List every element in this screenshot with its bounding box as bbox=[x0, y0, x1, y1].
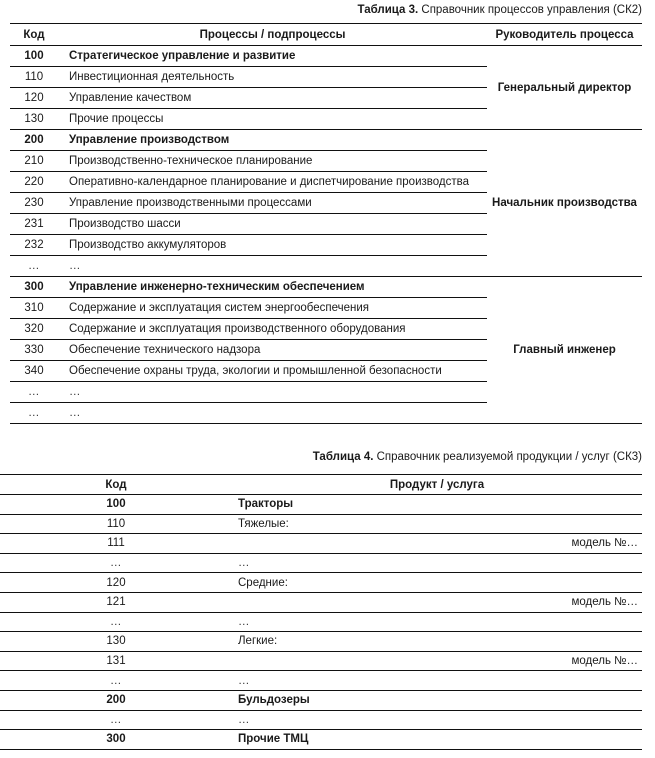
cell-model bbox=[402, 553, 642, 573]
table-row bbox=[0, 592, 642, 612]
cell-model bbox=[402, 514, 642, 534]
cell-process-name: Содержание и эксплуатация систем энергообеспечения bbox=[58, 298, 487, 319]
cell-process-name: Управление производственными процессами bbox=[58, 193, 487, 214]
table-row bbox=[0, 534, 642, 554]
table-row bbox=[0, 690, 642, 710]
cell-code: 232 bbox=[10, 235, 58, 256]
cell-process-name: Производство аккумуляторов bbox=[58, 235, 487, 256]
cell-process-name: Управление производством bbox=[58, 130, 487, 151]
cell-model bbox=[402, 710, 642, 730]
cell-code: 300 bbox=[106, 733, 126, 746]
cell-product-name: … bbox=[232, 671, 402, 691]
cell-product-name: … bbox=[232, 710, 402, 730]
cell-process-name: Управление инженерно-техническим обеспечением bbox=[58, 277, 487, 298]
table-row bbox=[0, 573, 642, 593]
table-row bbox=[0, 495, 642, 515]
cell-code: 220 bbox=[10, 172, 58, 193]
cell-model bbox=[402, 612, 642, 632]
table-header-row bbox=[10, 24, 642, 46]
cell-process-name: Производственно-техническое планирование bbox=[58, 151, 487, 172]
cell-process-head: Генеральный директор bbox=[487, 46, 642, 130]
cell-code: 120 bbox=[10, 88, 58, 109]
column-header-product: Продукт / услуга bbox=[232, 475, 642, 495]
column-header-code: Код bbox=[0, 475, 232, 495]
cell-code: 121 bbox=[0, 592, 232, 612]
table-row bbox=[10, 277, 642, 298]
cell-product-name: … bbox=[232, 553, 402, 573]
cell-code: 340 bbox=[10, 361, 58, 382]
cell-code: 300 bbox=[10, 277, 58, 298]
table-row bbox=[0, 730, 642, 750]
cell-process-name: Оперативно-календарное планирование и диспетчирование производства bbox=[58, 172, 487, 193]
products-table bbox=[0, 474, 642, 750]
cell-code: … bbox=[0, 671, 232, 691]
table-header-row bbox=[0, 475, 642, 495]
table4-caption bbox=[313, 451, 642, 463]
cell-code: 131 bbox=[0, 651, 232, 671]
cell-code: 310 bbox=[10, 298, 58, 319]
cell-code: 110 bbox=[0, 514, 232, 534]
table-row bbox=[0, 553, 642, 573]
cell-code: 100 bbox=[10, 46, 58, 67]
cell-code: … bbox=[0, 612, 232, 632]
cell-model: модель №… bbox=[402, 592, 642, 612]
cell-process-name: Производство шасси bbox=[58, 214, 487, 235]
table3-caption bbox=[357, 4, 642, 16]
table-row bbox=[0, 651, 642, 671]
cell-product-name: Тяжелые: bbox=[232, 514, 402, 534]
table3-caption-label: Таблица 3. bbox=[357, 4, 419, 16]
cell-code: … bbox=[28, 407, 40, 419]
cell-code: 210 bbox=[10, 151, 58, 172]
cell-code: 130 bbox=[0, 632, 232, 652]
cell-process-name: Обеспечение технического надзора bbox=[58, 340, 487, 361]
cell-model bbox=[402, 573, 642, 593]
cell-code: … bbox=[0, 710, 232, 730]
cell-code: … bbox=[0, 553, 232, 573]
cell-process-name: Стратегическое управление и развитие bbox=[58, 46, 487, 67]
column-header-head: Руководитель процесса bbox=[487, 24, 642, 46]
cell-code: … bbox=[10, 256, 58, 277]
cell-model: модель №… bbox=[402, 534, 642, 554]
cell-process-name: Прочие процессы bbox=[58, 109, 487, 130]
processes-table bbox=[10, 23, 642, 424]
table4-caption-text: Справочник реализуемой продукции / услуг (СК3) bbox=[373, 451, 642, 463]
cell-product-name: … bbox=[232, 612, 402, 632]
cell-process-name: Инвестиционная деятельность bbox=[58, 67, 487, 88]
cell-code: 200 bbox=[0, 690, 232, 710]
cell-process-name: Управление качеством bbox=[58, 88, 487, 109]
cell-model bbox=[402, 671, 642, 691]
cell-code: 111 bbox=[0, 534, 232, 554]
table-row bbox=[0, 671, 642, 691]
table-row bbox=[0, 612, 642, 632]
cell-process-name: … bbox=[58, 256, 487, 277]
cell-process-name: Содержание и эксплуатация производственного оборудования bbox=[58, 319, 487, 340]
table4-caption-label: Таблица 4. bbox=[312, 451, 374, 463]
cell-code: 120 bbox=[0, 573, 232, 593]
cell-code: 330 bbox=[10, 340, 58, 361]
cell-process-head: Начальник производства bbox=[487, 130, 642, 277]
column-header-code: Код bbox=[10, 24, 58, 46]
cell-product-name: Средние: bbox=[232, 573, 402, 593]
cell-code: 320 bbox=[10, 319, 58, 340]
cell-model bbox=[402, 495, 642, 515]
cell-product-name: Прочие ТМЦ bbox=[238, 733, 309, 746]
cell-model bbox=[402, 730, 642, 750]
cell-code: … bbox=[10, 382, 58, 403]
table-row bbox=[0, 514, 642, 534]
cell-product-name: Бульдозеры bbox=[232, 690, 402, 710]
cell-code: 100 bbox=[0, 495, 232, 515]
cell-product-name: Тракторы bbox=[232, 495, 402, 515]
cell-process-head: Главный инженер bbox=[513, 344, 616, 356]
table-row bbox=[0, 632, 642, 652]
cell-process-name: Обеспечение охраны труда, экологии и промышленной безопасности bbox=[58, 361, 487, 382]
cell-model bbox=[402, 690, 642, 710]
cell-product-name bbox=[232, 534, 402, 554]
cell-process-name: … bbox=[58, 382, 487, 403]
table-row bbox=[10, 46, 642, 67]
cell-code: 130 bbox=[10, 109, 58, 130]
column-header-process: Процессы / подпроцессы bbox=[58, 24, 487, 46]
cell-process-name: … bbox=[69, 407, 81, 419]
table-row bbox=[0, 710, 642, 730]
cell-code: 230 bbox=[10, 193, 58, 214]
cell-model: модель №… bbox=[402, 651, 642, 671]
cell-product-name bbox=[232, 651, 402, 671]
cell-code: 110 bbox=[10, 67, 58, 88]
table3-caption-text: Справочник процессов управления (СК2) bbox=[418, 4, 642, 16]
cell-model bbox=[402, 632, 642, 652]
cell-product-name: Легкие: bbox=[232, 632, 402, 652]
cell-code: 200 bbox=[10, 130, 58, 151]
cell-product-name bbox=[232, 592, 402, 612]
cell-code: 231 bbox=[10, 214, 58, 235]
table-row bbox=[10, 130, 642, 151]
